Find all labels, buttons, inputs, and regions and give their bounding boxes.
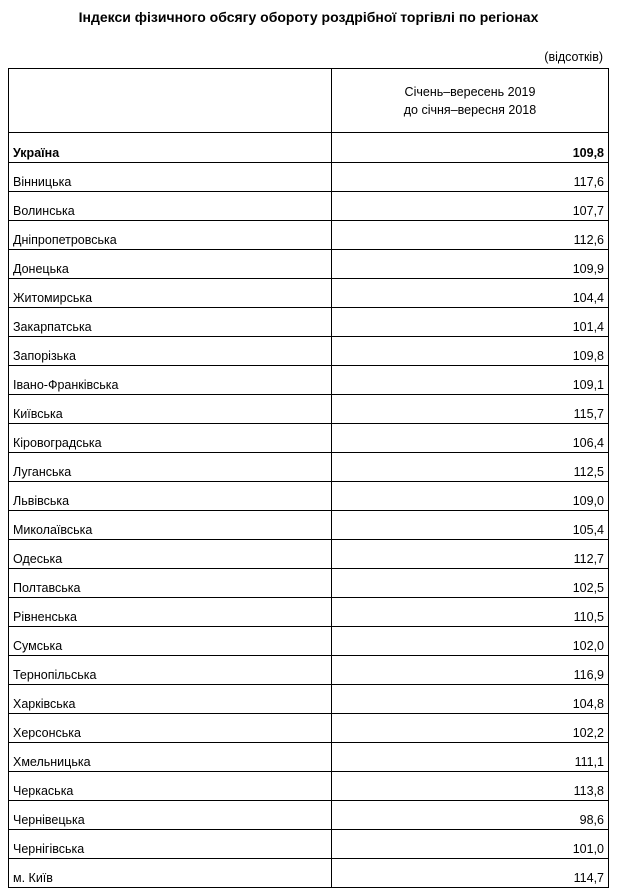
table-row (9, 540, 609, 569)
header-period-line1: Січень–вересень 2019 (404, 84, 536, 99)
region-name-cell: м. Київ (9, 859, 332, 888)
table-row (9, 627, 609, 656)
region-name-cell: Сумська (9, 627, 332, 656)
region-name-cell: Івано-Франківська (9, 366, 332, 395)
region-name-cell: Львівська (9, 482, 332, 511)
region-name-cell: Житомирська (9, 279, 332, 308)
table-row (9, 598, 609, 627)
region-name-cell: Черкаська (9, 772, 332, 801)
page-title: Індекси фізичного обсягу обороту роздрібної торгівлі по регіонах (78, 9, 539, 25)
region-name-cell: Вінницька (9, 163, 332, 192)
table-row (9, 424, 609, 453)
unit-note: (відсотків) (544, 50, 603, 64)
table-row (9, 569, 609, 598)
index-value-cell: 105,4 (332, 511, 609, 540)
region-name-cell: Чернівецька (9, 801, 332, 830)
region-name-cell: Волинська (9, 192, 332, 221)
region-name-cell: Одеська (9, 540, 332, 569)
index-value-cell: 112,6 (332, 221, 609, 250)
region-name-cell: Тернопільська (9, 656, 332, 685)
index-value-cell: 98,6 (332, 801, 609, 830)
index-value-cell: 109,0 (332, 482, 609, 511)
table-header-row (9, 69, 609, 133)
table-row (9, 453, 609, 482)
table-row (9, 163, 609, 192)
table-row (9, 221, 609, 250)
region-name-cell: Кіровоградська (9, 424, 332, 453)
index-value-cell: 109,8 (332, 133, 609, 163)
table-row (9, 685, 609, 714)
region-name-cell: Харківська (9, 685, 332, 714)
index-value-cell: 106,4 (332, 424, 609, 453)
region-name-cell: Луганська (9, 453, 332, 482)
table-row (9, 250, 609, 279)
region-name-cell: Запорізька (9, 337, 332, 366)
index-value-cell: 117,6 (332, 163, 609, 192)
table-row (9, 801, 609, 830)
index-value-cell: 112,7 (332, 540, 609, 569)
index-value-cell: 107,7 (332, 192, 609, 221)
index-value-cell: 109,8 (332, 337, 609, 366)
region-name-cell: Чернігівська (9, 830, 332, 859)
header-region-cell (9, 69, 332, 133)
table-row (9, 279, 609, 308)
index-value-cell: 102,2 (332, 714, 609, 743)
region-name-cell: Херсонська (9, 714, 332, 743)
index-value-cell: 102,0 (332, 627, 609, 656)
index-value-cell: 113,8 (332, 772, 609, 801)
table-row (9, 192, 609, 221)
table-row (9, 482, 609, 511)
region-name-cell: Закарпатська (9, 308, 332, 337)
table-row-total (9, 133, 609, 163)
index-value-cell: 112,5 (332, 453, 609, 482)
table-row (9, 830, 609, 859)
table-body (9, 133, 609, 888)
header-period-cell (332, 69, 609, 133)
index-value-cell: 109,9 (332, 250, 609, 279)
region-name-cell: Україна (9, 133, 332, 163)
region-name-cell: Полтавська (9, 569, 332, 598)
index-value-cell: 111,1 (332, 743, 609, 772)
table-row (9, 714, 609, 743)
header-period-line2: до січня–вересня 2018 (403, 102, 537, 117)
region-name-cell: Дніпропетровська (9, 221, 332, 250)
index-value-cell: 101,4 (332, 308, 609, 337)
index-value-cell: 104,8 (332, 685, 609, 714)
region-name-cell: Донецька (9, 250, 332, 279)
index-value-cell: 102,5 (332, 569, 609, 598)
table-row (9, 859, 609, 888)
index-value-cell: 115,7 (332, 395, 609, 424)
table-row (9, 395, 609, 424)
index-value-cell: 101,0 (332, 830, 609, 859)
region-name-cell: Миколаївська (9, 511, 332, 540)
table-row (9, 366, 609, 395)
region-name-cell: Хмельницька (9, 743, 332, 772)
table-row (9, 308, 609, 337)
table-row (9, 337, 609, 366)
index-value-cell: 104,4 (332, 279, 609, 308)
region-name-cell: Київська (9, 395, 332, 424)
table-row (9, 772, 609, 801)
table-row (9, 511, 609, 540)
region-name-cell: Рівненська (9, 598, 332, 627)
regional-index-table (8, 68, 609, 888)
index-value-cell: 114,7 (332, 859, 609, 888)
index-value-cell: 110,5 (332, 598, 609, 627)
table-row (9, 743, 609, 772)
table-row (9, 656, 609, 685)
index-value-cell: 109,1 (332, 366, 609, 395)
index-value-cell: 116,9 (332, 656, 609, 685)
